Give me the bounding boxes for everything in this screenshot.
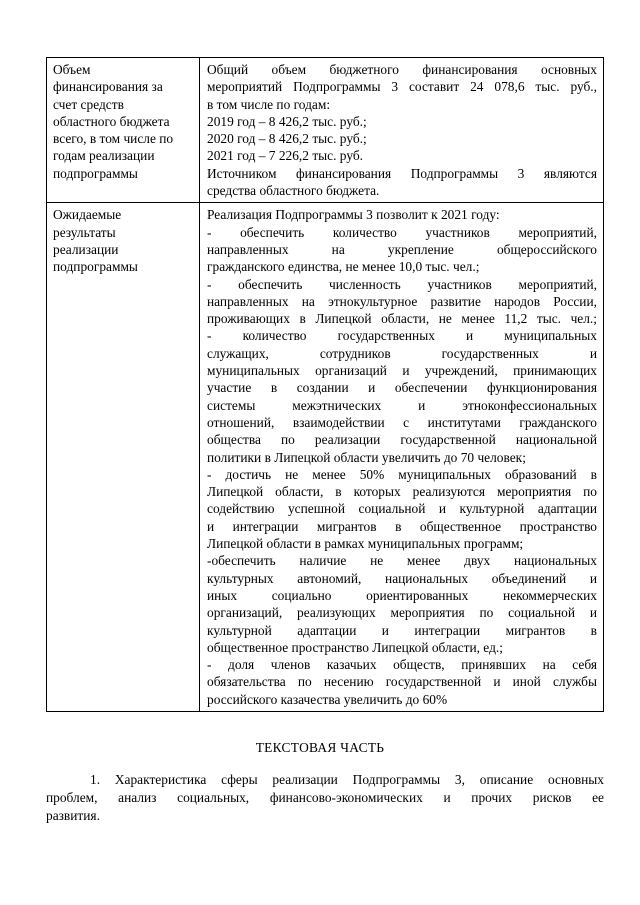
- value-line: - обеспечить количество участников мероприятий,: [207, 224, 597, 240]
- value-line: иных социально ориентированных некоммерческих: [207, 587, 597, 603]
- paragraph-line: 1. Характеристика сферы реализации Подпрограммы 3, описание основных: [90, 772, 604, 787]
- table-row-financing: [47, 58, 604, 203]
- value-line: муниципальных организаций и учреждений, принимающих: [207, 363, 597, 379]
- value-line: российского казачества увеличить до 60%: [207, 691, 448, 707]
- label-line: подпрограммы: [53, 165, 138, 181]
- label-line: реализации: [53, 241, 119, 257]
- label-line: Ожидаемые: [53, 207, 122, 223]
- value-line: общества по реализации государственной национальной: [207, 432, 597, 448]
- value-line: содействию успешной социальной и культурной адаптации: [207, 501, 597, 517]
- table-row-results: [47, 203, 604, 712]
- financing-label-cell: [47, 58, 200, 203]
- value-line: направленных на этнокультурное развитие народов России,: [207, 293, 597, 309]
- value-line: 2019 год – 8 426,2 тыс. руб.;: [207, 113, 367, 129]
- paragraph-line: развития.: [46, 808, 100, 823]
- value-line: - достичь не менее 50% муниципальных образований в: [207, 466, 597, 482]
- label-line: всего, в том числе по: [53, 131, 174, 147]
- value-line: отношений, взаимодействии с институтами гражданского: [207, 414, 597, 430]
- value-line: в том числе по годам:: [207, 96, 331, 112]
- section-title: ТЕКСТОВАЯ ЧАСТЬ: [255, 740, 385, 755]
- label-line: финансирования за: [53, 79, 163, 95]
- label-line: подпрограммы: [53, 259, 138, 275]
- value-line: 2021 год – 7 226,2 тыс. руб.: [207, 148, 364, 164]
- value-line: -обеспечить наличие не менее двух национальных: [207, 553, 597, 569]
- value-line: культурных автономий, национальных объединений и: [207, 570, 597, 586]
- financing-value-cell: [200, 58, 604, 203]
- value-line: направленных на укрепление общероссийского: [207, 241, 597, 257]
- passport-table: [46, 57, 604, 712]
- value-line: гражданского единства, не менее 10,0 тыс. чел.;: [207, 259, 480, 275]
- paragraph-line: проблем, анализ социальных, финансово-экономических и прочих рисков ее: [46, 790, 604, 805]
- results-value-cell: [200, 203, 604, 712]
- section-paragraph: [46, 771, 604, 825]
- value-line: служащих, сотрудников государственных и: [207, 345, 597, 361]
- label-line: счет средств: [53, 96, 124, 112]
- value-line: 2020 год – 8 426,2 тыс. руб.;: [207, 131, 367, 147]
- value-line: мероприятий Подпрограммы 3 составит 24 078,6 тыс. руб.,: [207, 79, 597, 95]
- value-line: - доля членов казачьих обществ, принявших на себя: [207, 657, 597, 673]
- value-line: организаций, реализующих мероприятия по социальной и: [207, 605, 597, 621]
- value-line: Реализация Подпрограммы 3 позволит к 2021 году:: [207, 207, 500, 223]
- value-line: средства областного бюджета.: [207, 183, 380, 199]
- label-line: областного бюджета: [53, 113, 170, 129]
- value-line: Источником финансирования Подпрограммы 3 являются: [207, 165, 597, 181]
- value-line: культурной адаптации и интеграции мигрантов в: [207, 622, 597, 638]
- results-label-cell: [47, 203, 200, 712]
- value-line: Липецкой области, в которых реализуются мероприятия по: [207, 484, 597, 500]
- value-line: - количество государственных и муниципальных: [207, 328, 597, 344]
- value-line: общественное пространство Липецкой области, ед.;: [207, 639, 503, 655]
- value-line: политики в Липецкой области увеличить до 70 человек;: [207, 449, 526, 465]
- value-line: - обеспечить численность участников мероприятий,: [207, 276, 597, 292]
- value-line: проживающих в Липецкой области, не менее 11,2 тыс. чел.;: [207, 311, 597, 327]
- label-line: результаты: [53, 224, 116, 240]
- value-line: обязательства по несению государственной и иной службы: [207, 674, 597, 690]
- value-line: Общий объем бюджетного финансирования основных: [207, 62, 597, 77]
- value-line: Липецкой области в рамках муниципальных программ;: [207, 536, 524, 552]
- value-line: системы межэтнических и этноконфессиональных: [207, 397, 597, 413]
- label-line: годам реализации: [53, 148, 155, 164]
- label-line: Объем: [53, 62, 91, 77]
- value-line: участие в создании и обеспечении функционирования: [207, 380, 597, 396]
- value-line: и интеграции мигрантов в общественное пространство: [207, 518, 597, 534]
